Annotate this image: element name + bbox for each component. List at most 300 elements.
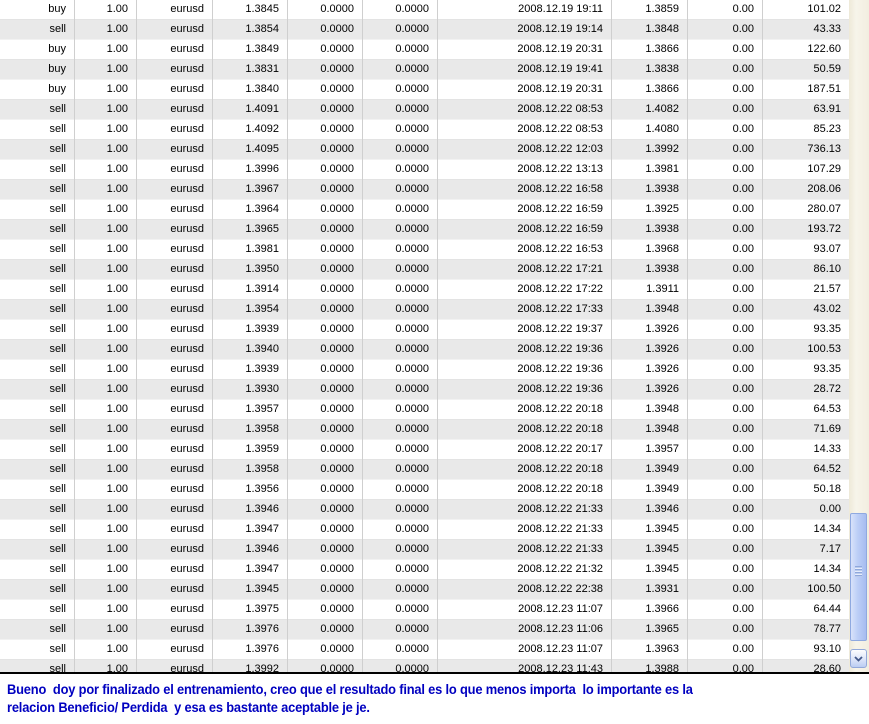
cell-profit: 43.02 (813, 303, 841, 315)
cell-close-price: 1.3965 (612, 620, 688, 640)
cell-commission: 0.00 (688, 600, 763, 620)
footer-note (0, 676, 869, 724)
cell-take-profit: 0.0000 (363, 0, 438, 20)
cell-take-profit: 0.0000 (363, 280, 438, 300)
table-row[interactable] (0, 160, 849, 180)
scrollbar (849, 0, 869, 672)
cell-profit: 101.02 (807, 3, 841, 15)
cell-close-price: 1.3838 (612, 60, 688, 80)
cell-symbol: eurusd (137, 580, 213, 600)
cell-profit: 208.06 (807, 183, 841, 195)
cell-symbol: eurusd (137, 160, 213, 180)
cell-take-profit: 0.0000 (363, 160, 438, 180)
table-row[interactable] (0, 400, 849, 420)
cell-type: sell (0, 320, 75, 340)
cell-lots: 1.00 (75, 260, 137, 280)
cell-stop-loss: 0.0000 (288, 360, 363, 380)
cell-commission: 0.00 (688, 100, 763, 120)
cell-symbol: eurusd (137, 340, 213, 360)
cell-open-price: 1.4095 (213, 140, 288, 160)
cell-profit: 93.10 (813, 643, 841, 655)
cell-open-price: 1.3967 (213, 180, 288, 200)
cell-lots: 1.00 (75, 240, 137, 260)
cell-lots: 1.00 (75, 120, 137, 140)
cell-close-time: 2008.12.22 21:33 (438, 520, 612, 540)
cell-commission: 0.00 (688, 280, 763, 300)
cell-commission: 0.00 (688, 160, 763, 180)
cell-close-price: 1.3926 (612, 360, 688, 380)
cell-close-price: 1.3988 (612, 660, 688, 672)
table-row[interactable] (0, 200, 849, 220)
cell-close-price: 1.3866 (612, 80, 688, 100)
cell-open-price: 1.3954 (213, 300, 288, 320)
cell-symbol: eurusd (137, 260, 213, 280)
table-row[interactable] (0, 20, 849, 40)
cell-stop-loss: 0.0000 (288, 280, 363, 300)
cell-lots: 1.00 (75, 580, 137, 600)
cell-stop-loss: 0.0000 (288, 260, 363, 280)
cell-take-profit: 0.0000 (363, 480, 438, 500)
cell-open-price: 1.3930 (213, 380, 288, 400)
cell-profit: 187.51 (807, 83, 841, 95)
table-row[interactable] (0, 500, 849, 520)
cell-symbol: eurusd (137, 660, 213, 672)
cell-profit: 14.34 (813, 523, 841, 535)
table-row[interactable] (0, 600, 849, 620)
cell-open-price: 1.3964 (213, 200, 288, 220)
table-row[interactable] (0, 260, 849, 280)
cell-commission: 0.00 (688, 340, 763, 360)
cell-close-price: 1.3948 (612, 400, 688, 420)
cell-close-price: 1.3925 (612, 200, 688, 220)
cell-stop-loss: 0.0000 (288, 400, 363, 420)
table-row[interactable] (0, 420, 849, 440)
cell-profit: 85.23 (813, 123, 841, 135)
cell-type: sell (0, 300, 75, 320)
cell-type: sell (0, 640, 75, 660)
scrollbar-down-button[interactable] (850, 649, 867, 668)
table-row[interactable] (0, 360, 849, 380)
cell-symbol: eurusd (137, 60, 213, 80)
cell-symbol: eurusd (137, 200, 213, 220)
cell-commission: 0.00 (688, 520, 763, 540)
cell-commission: 0.00 (688, 420, 763, 440)
cell-open-price: 1.3840 (213, 80, 288, 100)
cell-open-price: 1.3956 (213, 480, 288, 500)
table-row[interactable] (0, 240, 849, 260)
cell-profit: 50.59 (813, 63, 841, 75)
cell-symbol: eurusd (137, 420, 213, 440)
cell-take-profit: 0.0000 (363, 620, 438, 640)
table-row[interactable] (0, 640, 849, 660)
table-row[interactable] (0, 440, 849, 460)
cell-lots: 1.00 (75, 140, 137, 160)
cell-take-profit: 0.0000 (363, 60, 438, 80)
cell-lots: 1.00 (75, 620, 137, 640)
cell-take-profit: 0.0000 (363, 380, 438, 400)
cell-commission: 0.00 (688, 380, 763, 400)
cell-close-time: 2008.12.22 13:13 (438, 160, 612, 180)
cell-commission: 0.00 (688, 260, 763, 280)
cell-open-price: 1.3946 (213, 540, 288, 560)
cell-close-time: 2008.12.22 20:17 (438, 440, 612, 460)
table-row[interactable] (0, 340, 849, 360)
cell-stop-loss: 0.0000 (288, 120, 363, 140)
cell-take-profit: 0.0000 (363, 640, 438, 660)
cell-close-price: 1.4080 (612, 120, 688, 140)
cell-close-price: 1.3948 (612, 420, 688, 440)
cell-close-time: 2008.12.19 20:31 (438, 40, 612, 60)
cell-symbol: eurusd (137, 240, 213, 260)
cell-profit: 86.10 (813, 263, 841, 275)
cell-close-price: 1.4082 (612, 100, 688, 120)
cell-profit: 78.77 (813, 623, 841, 635)
cell-close-time: 2008.12.22 22:38 (438, 580, 612, 600)
cell-symbol: eurusd (137, 360, 213, 380)
cell-close-price: 1.3963 (612, 640, 688, 660)
scrollbar-grip (855, 566, 862, 577)
cell-profit: 193.72 (807, 223, 841, 235)
table-row[interactable] (0, 0, 849, 20)
cell-symbol: eurusd (137, 0, 213, 20)
cell-stop-loss: 0.0000 (288, 440, 363, 460)
cell-symbol: eurusd (137, 100, 213, 120)
cell-open-price: 1.3940 (213, 340, 288, 360)
cell-close-price: 1.3859 (612, 0, 688, 20)
cell-close-time: 2008.12.23 11:06 (438, 620, 612, 640)
cell-symbol: eurusd (137, 300, 213, 320)
cell-profit: 14.34 (813, 563, 841, 575)
scrollbar-thumb[interactable] (850, 513, 867, 641)
cell-type: sell (0, 560, 75, 580)
cell-symbol: eurusd (137, 20, 213, 40)
cell-close-time: 2008.12.23 11:43 (438, 660, 612, 672)
cell-profit: 14.33 (813, 443, 841, 455)
cell-symbol: eurusd (137, 40, 213, 60)
cell-commission: 0.00 (688, 580, 763, 600)
cell-take-profit: 0.0000 (363, 140, 438, 160)
cell-type: sell (0, 120, 75, 140)
cell-open-price: 1.3992 (213, 660, 288, 672)
cell-symbol: eurusd (137, 520, 213, 540)
cell-stop-loss: 0.0000 (288, 640, 363, 660)
cell-open-price: 1.3945 (213, 580, 288, 600)
cell-close-price: 1.3866 (612, 40, 688, 60)
cell-stop-loss: 0.0000 (288, 480, 363, 500)
table-row[interactable] (0, 380, 849, 400)
cell-stop-loss: 0.0000 (288, 220, 363, 240)
cell-close-time: 2008.12.22 20:18 (438, 420, 612, 440)
cell-symbol: eurusd (137, 560, 213, 580)
cell-type: sell (0, 500, 75, 520)
cell-take-profit: 0.0000 (363, 40, 438, 60)
cell-type: buy (0, 40, 75, 60)
cell-commission: 0.00 (688, 240, 763, 260)
cell-type: sell (0, 620, 75, 640)
cell-stop-loss: 0.0000 (288, 380, 363, 400)
cell-take-profit: 0.0000 (363, 580, 438, 600)
cell-close-time: 2008.12.22 17:21 (438, 260, 612, 280)
cell-open-price: 1.3965 (213, 220, 288, 240)
cell-close-price: 1.3945 (612, 560, 688, 580)
cell-stop-loss: 0.0000 (288, 540, 363, 560)
cell-symbol: eurusd (137, 480, 213, 500)
cell-profit: 21.57 (813, 283, 841, 295)
cell-close-time: 2008.12.22 08:53 (438, 120, 612, 140)
cell-stop-loss: 0.0000 (288, 460, 363, 480)
cell-profit: 63.91 (813, 103, 841, 115)
cell-open-price: 1.3831 (213, 60, 288, 80)
cell-commission: 0.00 (688, 540, 763, 560)
cell-take-profit: 0.0000 (363, 520, 438, 540)
chevron-down-icon (854, 656, 863, 662)
table-row[interactable] (0, 620, 849, 640)
cell-profit: 64.44 (813, 603, 841, 615)
cell-stop-loss: 0.0000 (288, 240, 363, 260)
cell-profit: 71.69 (813, 423, 841, 435)
cell-type: sell (0, 20, 75, 40)
cell-lots: 1.00 (75, 560, 137, 580)
cell-type: sell (0, 420, 75, 440)
table-row[interactable] (0, 660, 849, 672)
cell-open-price: 1.3947 (213, 520, 288, 540)
table-row[interactable] (0, 460, 849, 480)
table-row[interactable] (0, 480, 849, 500)
cell-take-profit: 0.0000 (363, 100, 438, 120)
table-row[interactable] (0, 40, 849, 60)
cell-lots: 1.00 (75, 340, 137, 360)
cell-symbol: eurusd (137, 440, 213, 460)
cell-lots: 1.00 (75, 20, 137, 40)
cell-take-profit: 0.0000 (363, 360, 438, 380)
cell-close-time: 2008.12.22 20:18 (438, 460, 612, 480)
cell-take-profit: 0.0000 (363, 600, 438, 620)
cell-close-time: 2008.12.22 16:58 (438, 180, 612, 200)
cell-lots: 1.00 (75, 460, 137, 480)
cell-close-time: 2008.12.22 16:59 (438, 200, 612, 220)
cell-type: sell (0, 260, 75, 280)
table-row[interactable] (0, 60, 849, 80)
cell-type: buy (0, 80, 75, 100)
cell-lots: 1.00 (75, 200, 137, 220)
table-row[interactable] (0, 540, 849, 560)
cell-commission: 0.00 (688, 400, 763, 420)
cell-lots: 1.00 (75, 540, 137, 560)
cell-lots: 1.00 (75, 360, 137, 380)
cell-close-time: 2008.12.22 19:36 (438, 360, 612, 380)
cell-open-price: 1.3946 (213, 500, 288, 520)
cell-close-time: 2008.12.19 19:41 (438, 60, 612, 80)
cell-open-price: 1.3958 (213, 420, 288, 440)
cell-close-price: 1.3926 (612, 380, 688, 400)
cell-close-price: 1.3938 (612, 260, 688, 280)
cell-type: sell (0, 160, 75, 180)
cell-take-profit: 0.0000 (363, 80, 438, 100)
cell-close-time: 2008.12.19 19:14 (438, 20, 612, 40)
table-row[interactable] (0, 300, 849, 320)
cell-stop-loss: 0.0000 (288, 80, 363, 100)
cell-commission: 0.00 (688, 120, 763, 140)
cell-open-price: 1.3950 (213, 260, 288, 280)
cell-type: sell (0, 140, 75, 160)
cell-stop-loss: 0.0000 (288, 560, 363, 580)
cell-stop-loss: 0.0000 (288, 500, 363, 520)
cell-stop-loss: 0.0000 (288, 320, 363, 340)
cell-stop-loss: 0.0000 (288, 340, 363, 360)
cell-type: sell (0, 600, 75, 620)
cell-symbol: eurusd (137, 600, 213, 620)
cell-lots: 1.00 (75, 0, 137, 20)
cell-symbol: eurusd (137, 620, 213, 640)
cell-profit: 0.00 (819, 503, 841, 515)
cell-close-time: 2008.12.22 17:33 (438, 300, 612, 320)
cell-commission: 0.00 (688, 0, 763, 20)
table-row[interactable] (0, 580, 849, 600)
cell-symbol: eurusd (137, 380, 213, 400)
cell-take-profit: 0.0000 (363, 420, 438, 440)
table-row[interactable] (0, 220, 849, 240)
cell-profit: 43.33 (813, 23, 841, 35)
cell-type: buy (0, 60, 75, 80)
cell-close-price: 1.3926 (612, 340, 688, 360)
cell-profit: 280.07 (807, 203, 841, 215)
cell-lots: 1.00 (75, 80, 137, 100)
footer-note-line2: relacion Beneficio/ Perdida y esa es bastante aceptable je je. (7, 699, 370, 715)
cell-stop-loss: 0.0000 (288, 180, 363, 200)
cell-open-price: 1.3959 (213, 440, 288, 460)
cell-symbol: eurusd (137, 500, 213, 520)
cell-lots: 1.00 (75, 160, 137, 180)
table-row[interactable] (0, 120, 849, 140)
cell-commission: 0.00 (688, 480, 763, 500)
cell-type: sell (0, 340, 75, 360)
cell-lots: 1.00 (75, 480, 137, 500)
cell-open-price: 1.3939 (213, 320, 288, 340)
cell-symbol: eurusd (137, 540, 213, 560)
cell-stop-loss: 0.0000 (288, 520, 363, 540)
cell-close-price: 1.3968 (612, 240, 688, 260)
cell-take-profit: 0.0000 (363, 180, 438, 200)
cell-type: sell (0, 200, 75, 220)
cell-stop-loss: 0.0000 (288, 40, 363, 60)
cell-commission: 0.00 (688, 560, 763, 580)
cell-take-profit: 0.0000 (363, 340, 438, 360)
cell-symbol: eurusd (137, 280, 213, 300)
cell-profit: 736.13 (807, 143, 841, 155)
cell-close-time: 2008.12.22 21:33 (438, 500, 612, 520)
cell-open-price: 1.3845 (213, 0, 288, 20)
cell-type: sell (0, 480, 75, 500)
cell-commission: 0.00 (688, 180, 763, 200)
cell-commission: 0.00 (688, 500, 763, 520)
cell-open-price: 1.3976 (213, 620, 288, 640)
cell-type: sell (0, 580, 75, 600)
table-row[interactable] (0, 140, 849, 160)
cell-type: sell (0, 400, 75, 420)
cell-close-price: 1.3938 (612, 180, 688, 200)
cell-take-profit: 0.0000 (363, 200, 438, 220)
cell-profit: 100.50 (807, 583, 841, 595)
cell-type: sell (0, 180, 75, 200)
cell-open-price: 1.4091 (213, 100, 288, 120)
cell-close-time: 2008.12.23 11:07 (438, 640, 612, 660)
cell-open-price: 1.4092 (213, 120, 288, 140)
cell-open-price: 1.3914 (213, 280, 288, 300)
cell-symbol: eurusd (137, 220, 213, 240)
cell-symbol: eurusd (137, 400, 213, 420)
cell-symbol: eurusd (137, 640, 213, 660)
cell-open-price: 1.3957 (213, 400, 288, 420)
cell-take-profit: 0.0000 (363, 660, 438, 672)
table-row[interactable] (0, 280, 849, 300)
cell-profit: 64.53 (813, 403, 841, 415)
cell-profit: 64.52 (813, 463, 841, 475)
table-row[interactable] (0, 180, 849, 200)
cell-take-profit: 0.0000 (363, 540, 438, 560)
table-row[interactable] (0, 560, 849, 580)
cell-stop-loss: 0.0000 (288, 660, 363, 672)
cell-close-time: 2008.12.19 19:11 (438, 0, 612, 20)
cell-lots: 1.00 (75, 180, 137, 200)
cell-open-price: 1.3849 (213, 40, 288, 60)
cell-open-price: 1.3939 (213, 360, 288, 380)
cell-take-profit: 0.0000 (363, 320, 438, 340)
cell-open-price: 1.3996 (213, 160, 288, 180)
cell-stop-loss: 0.0000 (288, 420, 363, 440)
cell-profit: 107.29 (807, 163, 841, 175)
cell-type: sell (0, 380, 75, 400)
cell-commission: 0.00 (688, 300, 763, 320)
cell-close-price: 1.3992 (612, 140, 688, 160)
cell-open-price: 1.3981 (213, 240, 288, 260)
cell-commission: 0.00 (688, 60, 763, 80)
cell-close-price: 1.3848 (612, 20, 688, 40)
cell-commission: 0.00 (688, 460, 763, 480)
cell-take-profit: 0.0000 (363, 260, 438, 280)
cell-commission: 0.00 (688, 140, 763, 160)
cell-type: sell (0, 100, 75, 120)
cell-profit: 28.72 (813, 383, 841, 395)
cell-close-price: 1.3911 (612, 280, 688, 300)
table-row[interactable] (0, 100, 849, 120)
cell-close-time: 2008.12.19 20:31 (438, 80, 612, 100)
cell-commission: 0.00 (688, 40, 763, 60)
cell-type: sell (0, 540, 75, 560)
cell-close-price: 1.3945 (612, 520, 688, 540)
cell-close-time: 2008.12.22 16:59 (438, 220, 612, 240)
cell-stop-loss: 0.0000 (288, 160, 363, 180)
table-row[interactable] (0, 320, 849, 340)
cell-close-time: 2008.12.22 17:22 (438, 280, 612, 300)
cell-type: sell (0, 360, 75, 380)
cell-stop-loss: 0.0000 (288, 620, 363, 640)
table-row[interactable] (0, 520, 849, 540)
cell-lots: 1.00 (75, 380, 137, 400)
cell-take-profit: 0.0000 (363, 560, 438, 580)
cell-symbol: eurusd (137, 460, 213, 480)
cell-symbol: eurusd (137, 80, 213, 100)
cell-close-price: 1.3946 (612, 500, 688, 520)
cell-symbol: eurusd (137, 180, 213, 200)
cell-lots: 1.00 (75, 100, 137, 120)
cell-type: sell (0, 660, 75, 672)
cell-take-profit: 0.0000 (363, 240, 438, 260)
cell-lots: 1.00 (75, 60, 137, 80)
cell-close-price: 1.3981 (612, 160, 688, 180)
cell-stop-loss: 0.0000 (288, 20, 363, 40)
table-row[interactable] (0, 80, 849, 100)
cell-close-time: 2008.12.22 21:32 (438, 560, 612, 580)
